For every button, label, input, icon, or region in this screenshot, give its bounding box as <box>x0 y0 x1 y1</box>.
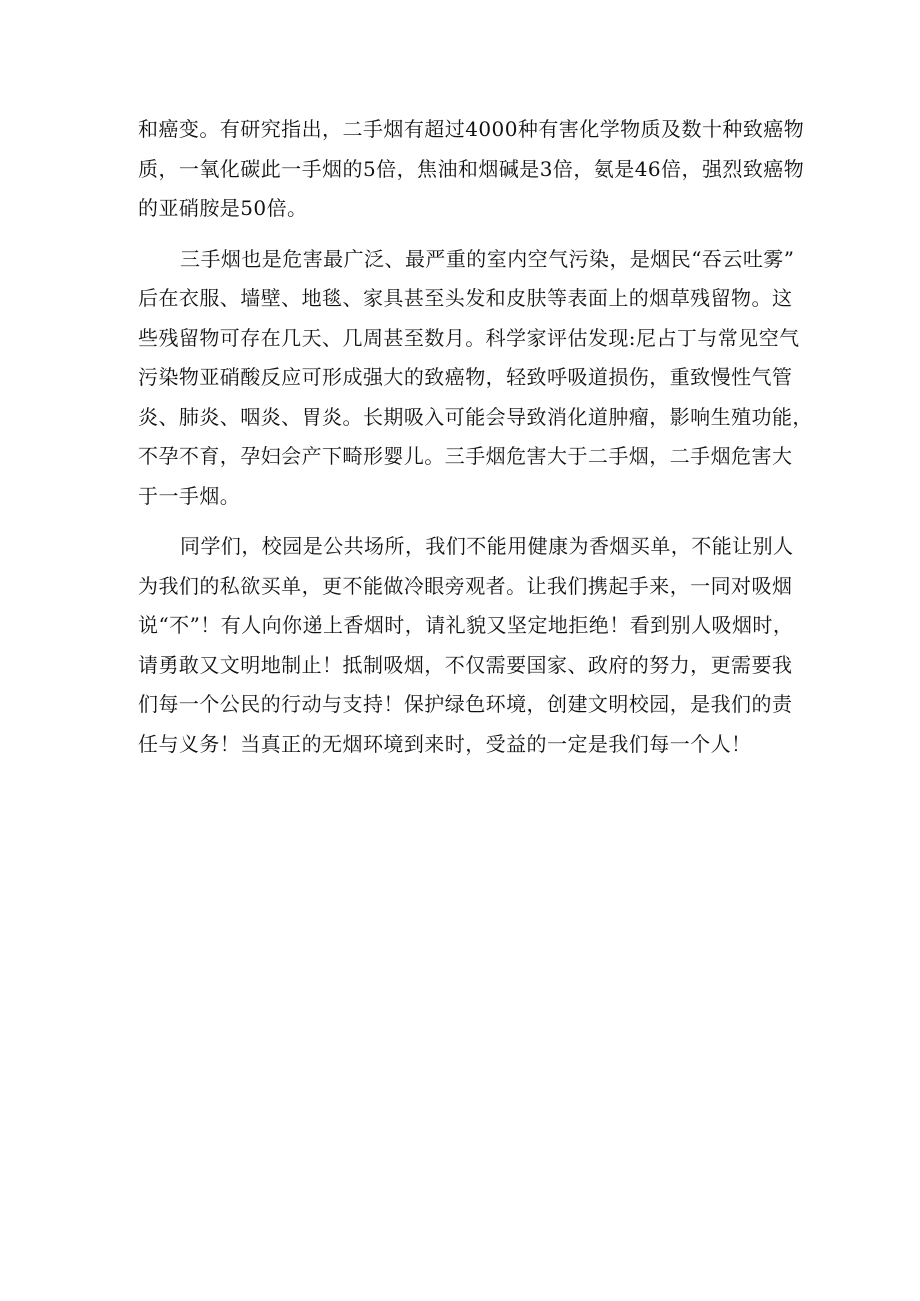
paragraph-line: 不孕不育，孕妇会产下畸形婴儿。三手烟危害大于二手烟，二手烟危害大 <box>138 444 793 468</box>
paragraph-thirdhand-smoke <box>138 240 813 517</box>
paragraph-line: 和癌变。有研究指出，二手烟有超过4000种有害化学物质及数十种致癌物 <box>138 117 805 141</box>
paragraph-line: 请勇敢又文明地制止！抵制吸烟，不仅需要国家、政府的努力，更需要我 <box>138 652 793 677</box>
paragraph-line: 些残留物可存在几天、几周甚至数月。科学家评估发现:尼占丁与常见空气 <box>138 325 800 350</box>
paragraph-line: 于一手烟。 <box>138 483 241 508</box>
paragraph-line: 三手烟也是危害最广泛、最严重的室内空气污染，是烟民“吞云吐雾” <box>180 246 795 271</box>
paragraph-line: 说“不”！有人向你递上香烟时，请礼貌又坚定地拒绝！看到别人吸烟时， <box>138 613 794 637</box>
paragraph-line: 炎、肺炎、咽炎、胃炎。长期吸入可能会导致消化道肿瘤，影响生殖功能， <box>138 404 813 429</box>
paragraph-line: 的亚硝胺是50倍。 <box>138 196 308 220</box>
paragraph-line: 任与义务！当真正的无烟环境到来时，受益的一定是我们每一个人！ <box>138 731 752 756</box>
paragraph-line: 同学们，校园是公共场所，我们不能用健康为香烟买单，不能让别人 <box>180 534 794 558</box>
paragraph-line: 为我们的私欲买单，更不能做冷眼旁观者。让我们携起手来，一同对吸烟 <box>138 573 793 598</box>
paragraph-call-to-action <box>138 527 798 764</box>
document-body <box>138 110 813 775</box>
paragraph-secondhand-smoke <box>138 110 805 229</box>
paragraph-line: 污染物亚硝酸反应可形成强大的致癌物，轻致呼吸道损伤，重致慢性气管 <box>138 365 793 389</box>
paragraph-line: 质，一氧化碳此一手烟的5倍，焦油和烟碱是3倍，氨是46倍，强烈致癌物 <box>138 156 805 181</box>
paragraph-line: 后在衣服、墙壁、地毯、家具甚至头发和皮肤等表面上的烟草残留物。这 <box>138 286 793 310</box>
paragraph-line: 们每一个公民的行动与支持！保护绿色环境，创建文明校园，是我们的责 <box>138 692 793 716</box>
